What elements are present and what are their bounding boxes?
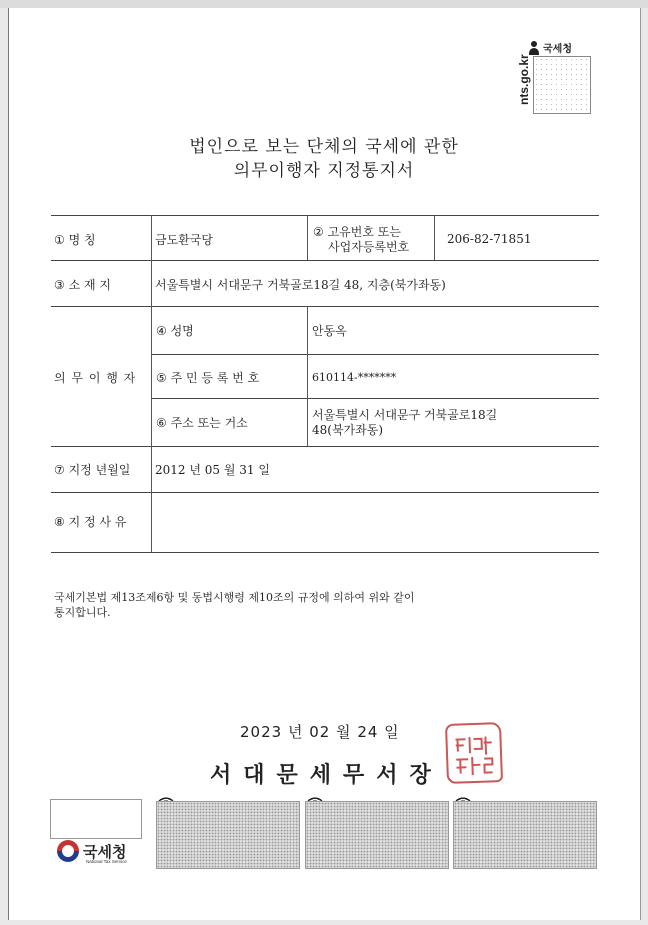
id-label-line2: 사업자등록번호 — [328, 240, 410, 254]
table-border-top — [51, 215, 599, 216]
address-value-line1: 서울특별시 서대문구 거북골로18길 — [312, 408, 498, 422]
official-seal — [445, 722, 503, 784]
agency-name: 국세청 — [83, 842, 127, 861]
verification-code-box — [533, 56, 591, 114]
table-row-divider — [51, 306, 599, 307]
name-label — [54, 231, 96, 248]
id-value: 206-82-71851 — [447, 232, 532, 246]
name-label-text: ① 명 칭 — [54, 233, 96, 247]
table-row-divider — [51, 260, 599, 261]
table-row-divider — [152, 398, 599, 399]
blank-stamp-box — [50, 799, 142, 839]
table-column-divider — [151, 215, 152, 552]
header-brand — [528, 40, 572, 55]
table-border-bottom — [51, 552, 599, 553]
table-row-divider — [51, 446, 599, 447]
document-title-line1: 법인으로 보는 단체의 국세에 관한 — [189, 137, 459, 157]
name-value: 금도환국당 — [155, 233, 213, 247]
person-icon — [528, 41, 540, 55]
person-name-label: ④ 성명 — [156, 324, 194, 338]
security-pattern-box — [156, 801, 300, 869]
scan-top-edge — [0, 0, 648, 8]
table-row-divider — [51, 492, 599, 493]
seal-graphic — [449, 730, 499, 780]
rrn-label: ⑤ 주 민 등 록 번 호 — [156, 371, 260, 385]
security-pattern-box — [305, 801, 449, 869]
agency-subtitle: National Tax Service — [86, 859, 127, 864]
notice-text — [54, 590, 415, 620]
header-brand-label: 국세청 — [543, 44, 572, 55]
security-pattern-box — [453, 801, 597, 869]
address-value-line2: 48(북가좌동) — [312, 423, 384, 437]
address-label: ⑥ 주소 또는 거소 — [156, 416, 248, 430]
notice-line2: 통지합니다. — [54, 606, 111, 619]
issuing-office: 서대문세무서장 — [210, 763, 443, 788]
document-title-line2: 의무이행자 지정통지서 — [233, 161, 415, 181]
designation-date-value: 2012 년 05 월 31 일 — [155, 463, 270, 477]
rrn-value: 610114-******* — [312, 371, 397, 384]
duty-person-label: 의 무 이 행 자 — [54, 371, 137, 385]
location-label: ③ 소 재 지 — [54, 278, 111, 292]
issue-date: 2023 년 02 월 24 일 — [240, 723, 400, 741]
notice-line1: 국세기본법 제13조제6항 및 동법시행령 제10조의 규정에 의하여 위와 같이 — [54, 591, 415, 604]
designation-reason-label: ⑧ 지 정 사 유 — [54, 515, 127, 529]
designation-date-label: ⑦ 지정 년월일 — [54, 463, 131, 477]
taegeuk-icon — [57, 840, 79, 862]
table-column-divider — [307, 306, 308, 446]
location-value: 서울특별시 서대문구 거북골로18길 48, 지층(북가좌동) — [155, 278, 446, 292]
site-url: nts.go.kr — [517, 54, 531, 105]
table-row-divider — [152, 354, 599, 355]
table-column-divider — [307, 215, 308, 260]
person-name-value: 안동옥 — [312, 324, 347, 338]
id-label-line1: ② 고유번호 또는 — [313, 225, 401, 239]
table-column-divider — [434, 215, 435, 260]
